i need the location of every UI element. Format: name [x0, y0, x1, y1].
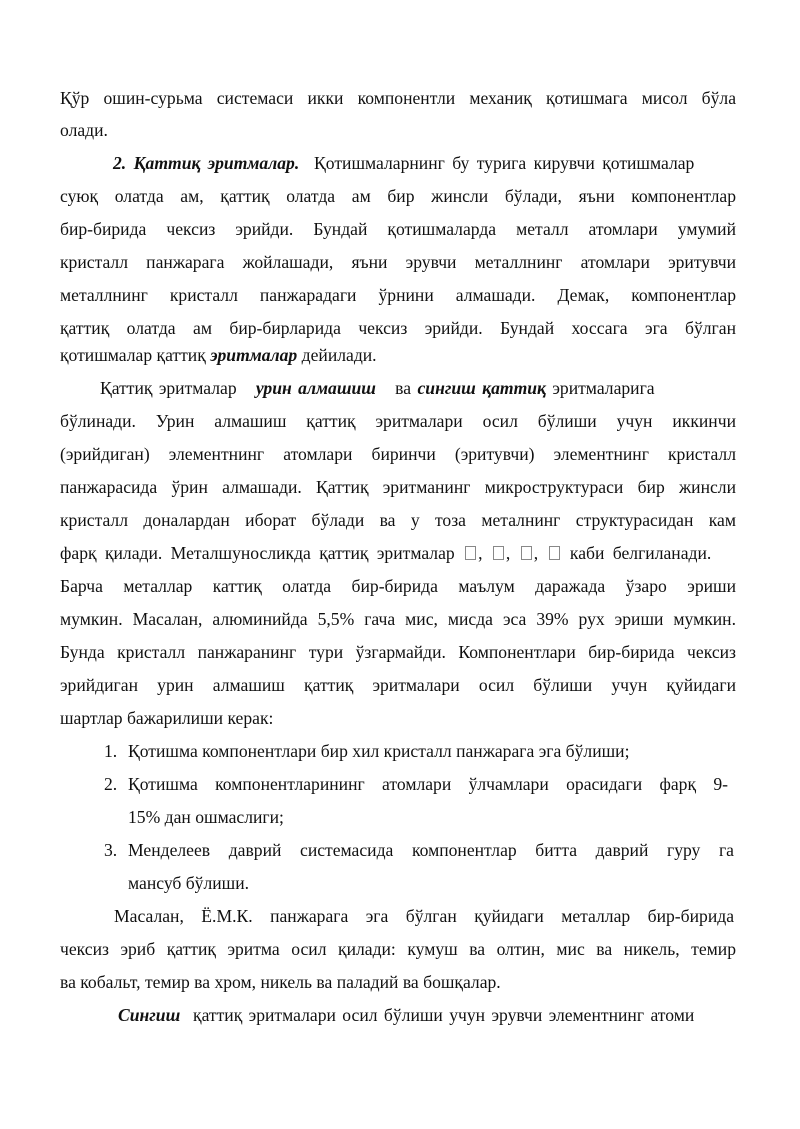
text-span: дейилади. — [301, 345, 377, 365]
text-line — [60, 343, 736, 367]
emphasis-term: Сингиш — [118, 1005, 181, 1025]
text-line: ва кобальт, темир ва хром, никель ва паладий ва бошқалар. — [60, 972, 501, 992]
text-line: (эрийдиган) элементнинг атомлари биринчи (эритувчи) элементнинг кристалл — [60, 444, 736, 464]
text-span: Қотишмаларнинг бу турига кирувчи қотишмалар — [314, 153, 695, 173]
text-line: олади. — [60, 120, 108, 140]
text-span: қаттиқ эритмалари осил бўлиши учун эрувчи элементнинг атоми — [193, 1005, 695, 1025]
text-span: ва — [395, 378, 412, 398]
text-span: қотишмалар қаттиқ — [60, 345, 206, 365]
text-line: Барча металлар каттиқ олатда бир-бирида маълум даражада ўзаро эриши — [60, 576, 736, 596]
emphasis-term: сингиш қаттиқ — [417, 378, 546, 398]
text-line: суюқ олатда ам, қаттиқ олатда ам бир жинсли бўлади, яъни компонентлар — [60, 186, 736, 206]
list-item-continuation: мансуб бўлиши. — [128, 873, 250, 893]
text-line: бўлинади. Урин алмашиш қаттиқ эритмалари осил бўлиши учун иккинчи — [60, 411, 736, 431]
symbol-placeholder — [521, 546, 532, 560]
text-line: мумкин. Масалан, алюминийда 5,5% гача мис, мисда эса 39% рух эриши мумкин. — [60, 609, 736, 629]
text-span: Қаттиқ эритмалар — [100, 378, 237, 398]
list-item: Қотишма компонентларининг атомлари ўлчамлари орасидаги фарқ 9- — [128, 774, 728, 794]
text-span: фарқ қилади. Металшуносликда қаттиқ эритмалар — [60, 543, 455, 563]
text-line: кристалл доналардан иборат бўлади ва у тоза металнинг структурасидан кам — [60, 510, 736, 530]
text-line: кристалл панжарага жойлашади, яъни эрувчи металлнинг атомлари эритувчи — [60, 252, 736, 272]
text-line: Масалан, Ё.М.К. панжарага эга бўлган қуйидаги металлар бир-бирида — [114, 906, 734, 926]
list-item: Менделеев даврий системасида компонентлар битта даврий гуру га — [128, 840, 734, 860]
text-line: металлнинг кристалл панжарадаги ўрнини алмашади. Демак, компонентлар — [60, 285, 736, 305]
symbol-placeholder — [549, 546, 560, 560]
symbol-placeholder — [493, 546, 504, 560]
list-number: 3. — [104, 840, 118, 860]
text-line: фарқ қилади. Металшуносликда қаттиқ эритмалар , , , каби белгиланади. — [60, 543, 712, 563]
list-item-continuation: 15% дан ошмаслиги; — [128, 807, 284, 827]
text-span: эритмаларига — [552, 378, 655, 398]
text-line — [100, 376, 736, 400]
text-line: эрийдиган урин алмашиш қаттиқ эритмалари осил бўлиши учун қуйидаги — [60, 675, 736, 695]
text-line: чексиз эриб қаттиқ эритма осил қилади: кумуш ва олтин, мис ва никель, темир — [60, 939, 736, 959]
text-line: Бунда кристалл панжаранинг тури ўзгармайди. Компонентлари бир-бирида чексиз — [60, 642, 736, 662]
section-heading-line — [113, 151, 736, 175]
section-heading: Қаттиқ эритмалар. — [133, 153, 300, 173]
text-line: қаттиқ олатда ам бир-бирларида чексиз эрийди. Бундай хоссага эга бўлган — [60, 318, 736, 338]
text-line: шартлар бажарилиши керак: — [60, 708, 274, 728]
text-line — [118, 1003, 734, 1027]
text-line: Қўр ошин-сурьма системаси икки компонентли механиқ қотишмага мисол бўла — [60, 88, 736, 108]
emphasis-term: эритмалар — [210, 345, 298, 365]
text-line: панжарасида ўрин алмашади. Қаттиқ эритманинг микроструктураси бир жинсли — [60, 477, 736, 497]
list-item: Қотишма компонентлари бир хил кристалл панжарага эга бўлиши; — [128, 741, 630, 761]
symbol-placeholder — [465, 546, 476, 560]
list-number: 2. — [104, 774, 118, 794]
text-span: каби белгиланади. — [569, 543, 712, 563]
emphasis-term: урин алмашиш — [255, 378, 376, 398]
section-number: 2. — [113, 153, 127, 173]
text-line: бир-бирида чексиз эрийди. Бундай қотишмаларда металл атомлари умумий — [60, 219, 736, 239]
list-number: 1. — [104, 741, 118, 761]
